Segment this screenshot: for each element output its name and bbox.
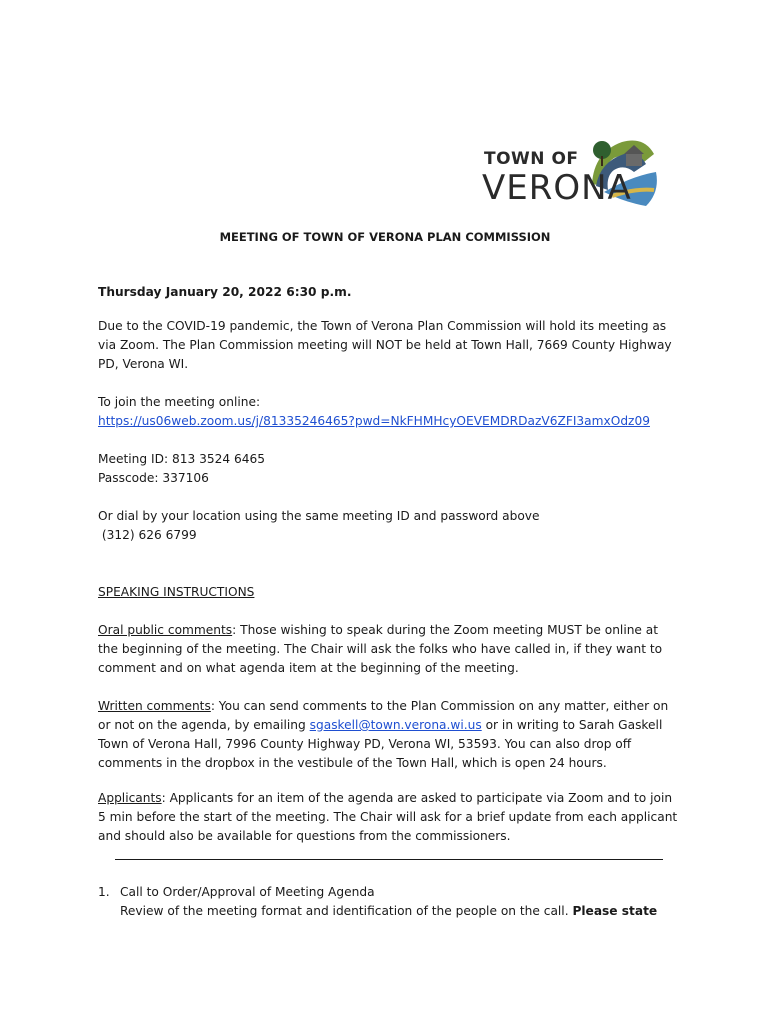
applicants-label: Applicants <box>98 791 162 805</box>
join-section <box>98 393 698 431</box>
logo-text-verona: VERONA <box>482 168 632 208</box>
written-comments-paragraph <box>98 697 698 773</box>
written-comments-label: Written comments <box>98 699 211 713</box>
meeting-date: Thursday January 20, 2022 6:30 p.m. <box>98 285 352 299</box>
intro-line: via Zoom. The Plan Commission meeting will NOT be held at Town Hall, 7669 County Highway <box>98 338 672 352</box>
dial-phone-number: (312) 626 6799 <box>98 528 197 542</box>
agenda-item-1 <box>98 883 698 921</box>
written-comments-text: or not on the agenda, by emailing <box>98 718 310 732</box>
agenda-item-description-bold: Please state <box>572 904 658 918</box>
agenda-item-description: Review of the meeting format and identification of the people on the call. <box>120 904 573 918</box>
oral-comments-text: comment and on what agenda item at the beginning of the meeting. <box>98 661 519 675</box>
oral-comments-text: : Those wishing to speak during the Zoom meeting MUST be online at <box>232 623 659 637</box>
speaking-instructions-heading: SPEAKING INSTRUCTIONS <box>98 585 255 599</box>
oral-comments-label: Oral public comments <box>98 623 233 637</box>
written-comments-text: comments in the dropbox in the vestibule of the Town Hall, which is open 24 hours. <box>98 756 607 770</box>
logo-text-town-of: TOWN OF <box>484 149 579 169</box>
meeting-id: Meeting ID: 813 3524 6465 <box>98 452 266 466</box>
intro-line: Due to the COVID-19 pandemic, the Town of Verona Plan Commission will hold its meeting as <box>98 319 667 333</box>
page-title: MEETING OF TOWN OF VERONA PLAN COMMISSION <box>219 230 551 244</box>
passcode: Passcode: 337106 <box>98 471 209 485</box>
intro-paragraph <box>98 317 698 374</box>
applicants-text: and should also be available for questions from the commissioners. <box>98 829 511 843</box>
dial-in-section <box>98 507 698 545</box>
dial-instructions: Or dial by your location using the same meeting ID and password above <box>98 509 540 523</box>
email-link[interactable]: sgaskell@town.verona.wi.us <box>309 718 482 732</box>
oral-comments-text: the beginning of the meeting. The Chair will ask the folks who have called in, if they want to <box>98 642 663 656</box>
oral-comments-paragraph <box>98 621 698 678</box>
join-label: To join the meeting online: <box>98 395 261 409</box>
agenda-item-title: Call to Order/Approval of Meeting Agenda <box>120 885 375 899</box>
zoom-meeting-link[interactable]: https://us06web.zoom.us/j/81335246465?pwd=NkFHMHcyOEVEMDRDazV6ZFI3amxOdz09 <box>98 414 650 428</box>
written-comments-text: or in writing to Sarah Gaskell <box>481 718 663 732</box>
intro-line: PD, Verona WI. <box>98 357 189 371</box>
section-divider <box>115 859 663 860</box>
written-comments-text: Town of Verona Hall, 7996 County Highway PD, Verona WI, 53593. You can also drop off <box>98 737 632 751</box>
applicants-text: : Applicants for an item of the agenda are asked to participate via Zoom and to join <box>161 791 673 805</box>
meeting-credentials <box>98 450 698 488</box>
written-comments-text: : You can send comments to the Plan Commission on any matter, either on <box>210 699 669 713</box>
applicants-paragraph <box>98 789 698 846</box>
agenda-item-number: 1. <box>98 885 110 899</box>
town-of-verona-logo <box>482 132 662 214</box>
applicants-text: 5 min before the start of the meeting. The Chair will ask for a brief update from each applicant <box>98 810 678 824</box>
